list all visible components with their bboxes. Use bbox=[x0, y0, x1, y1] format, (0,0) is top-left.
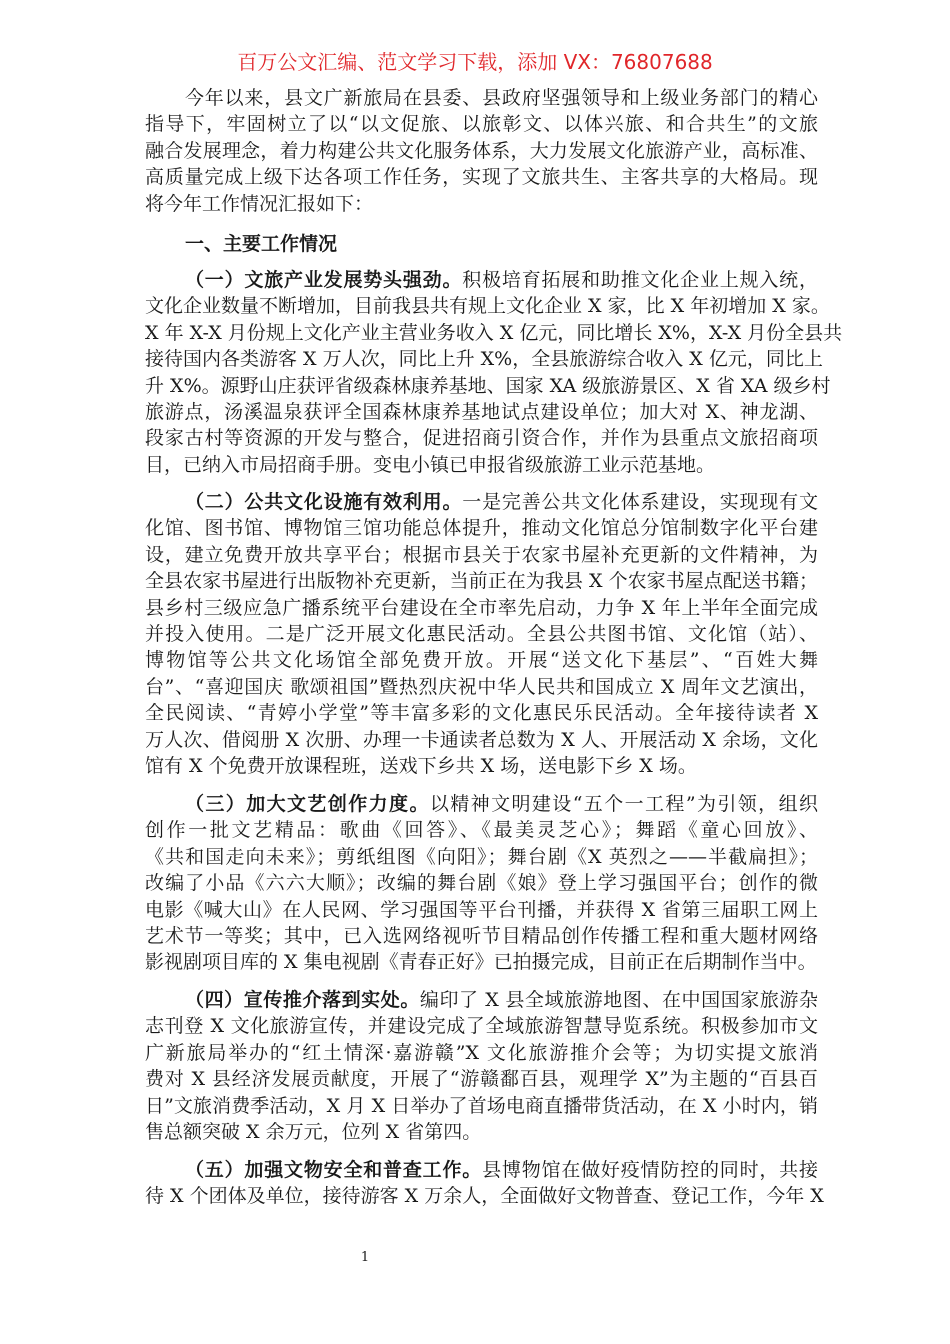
paragraph-text: 编印了 X 县全域旅游地图、在中国国家旅游杂 bbox=[419, 989, 818, 1011]
paragraph-text: 并投入使用。二是广泛开展文化惠民活动。全县公共图书馆、文化馆（站）、 bbox=[145, 623, 818, 645]
download-banner: 百万公文汇编、范文学习下载，添加 VX：76807688 bbox=[237, 50, 713, 74]
paragraph-line bbox=[145, 453, 818, 477]
paragraph-line bbox=[145, 569, 818, 593]
page-number: 1 bbox=[360, 1250, 370, 1265]
paragraph-line bbox=[145, 675, 818, 699]
paragraph-text: 万人次、借阅册 X 次册、办理一卡通读者总数为 X 人、开展活动 X 余场，文化 bbox=[145, 728, 818, 751]
paragraph-first-line bbox=[185, 1158, 818, 1182]
paragraph-text: 艺术节一等奖；其中，已入选网络视听节目精品创作传播工程和重大题材网络 bbox=[145, 925, 818, 947]
paragraph-lead: （五）加强文物安全和普查工作。 bbox=[185, 1159, 483, 1181]
paragraph-text: 全县农家书屋进行出版物补充更新，当前正在为我县 X 个农家书屋点配送书籍； bbox=[145, 570, 818, 593]
paragraph-first-line bbox=[185, 490, 818, 514]
paragraph-text: 今年以来，县文广新旅局在县委、县政府坚强领导和上级业务部门的精心 bbox=[185, 87, 818, 109]
paragraph-text: 高质量完成上级下达各项工作任务，实现了文旅共生、主客共享的大格局。现 bbox=[145, 166, 818, 189]
paragraph-first-line bbox=[185, 792, 818, 816]
paragraph-text: 志刊登 X 文化旅游宣传，并建设完成了全域旅游智慧导览系统。积极参加市文 bbox=[145, 1015, 818, 1038]
paragraph-line bbox=[145, 516, 818, 540]
paragraph-text: 电影《喊大山》在人民网、学习强国等平台刊播，并获得 X 省第三届职工网上 bbox=[145, 898, 818, 921]
paragraph-text: 全民阅读、“青婷小学堂”等丰富多彩的文化惠民乐民活动。全年接待读者 X bbox=[145, 702, 818, 725]
paragraph-text: 创作一批文艺精品：歌曲《回答》、《最美灵芝心》；舞蹈《童心回放》、 bbox=[145, 819, 818, 842]
paragraph-line bbox=[145, 1014, 818, 1038]
paragraph-first-line bbox=[185, 86, 818, 110]
paragraph-text: 以精神文明建设“五个一工程”为引领，组织 bbox=[429, 793, 818, 815]
paragraph-text: X 年 X-X 月份规上文化产业主营业务收入 X 亿元，同比增长 X%，X-X 月份全县共 bbox=[145, 321, 843, 344]
paragraph-first-line bbox=[185, 268, 818, 292]
paragraph-line bbox=[145, 543, 818, 567]
paragraph-line bbox=[145, 294, 830, 318]
paragraph-line bbox=[145, 165, 818, 189]
paragraph-text: 广新旅局举办的“红土情深·嘉游赣”X 文化旅游推介会等；为切实提文旅消 bbox=[145, 1041, 818, 1064]
paragraph-text: 文化企业数量不断增加，目前我县共有规上文化企业 X 家，比 X 年初增加 X 家。 bbox=[145, 295, 830, 318]
paragraph-lead: （三）加大文艺创作力度。 bbox=[185, 793, 430, 815]
paragraph-line bbox=[145, 321, 843, 345]
paragraph-text: 一是完善公共文化体系建设，实现现有文 bbox=[462, 491, 818, 513]
paragraph-text: 升 X%。源野山庄获评省级森林康养基地、国家 XA 级旅游景区、X 省 XA 级乡村 bbox=[145, 374, 831, 397]
paragraph-text: 接待国内各类游客 X 万人次，同比上升 X%，全县旅游综合收入 X 亿元，同比上 bbox=[145, 348, 823, 371]
paragraph-text: 费对 X 县经济发展贡献度，开展了“游赣鄱百县，观理学 X”为主题的“百县百 bbox=[145, 1068, 818, 1091]
paragraph-text: 指导下，牢固树立了以“以文促旅、以旅彰文、以体兴旅、和合共生”的文旅 bbox=[145, 113, 818, 136]
paragraph-text: 将今年工作情况汇报如下： bbox=[145, 192, 374, 215]
section-heading: 一、主要工作情况 bbox=[185, 233, 338, 255]
paragraph-line bbox=[145, 622, 818, 646]
paragraph-line bbox=[145, 648, 818, 672]
paragraph-line bbox=[145, 1094, 818, 1118]
paragraph-text: 旅游点，汤溪温泉获评全国森林康养基地试点建设单位；加大对 X、神龙湖、 bbox=[145, 401, 818, 423]
paragraph-text: 县博物馆在做好疫情防控的同时，共接 bbox=[482, 1159, 818, 1181]
paragraph-text: 目，已纳入市局招商手册。变电小镇已申报省级旅游工业示范基地。 bbox=[145, 453, 716, 476]
paragraph-line bbox=[145, 871, 818, 895]
paragraph-lead: （四）宣传推介落到实处。 bbox=[185, 989, 420, 1011]
paragraph-line bbox=[145, 728, 818, 752]
paragraph-text: 县乡村三级应急广播系统平台建设在全市率先启动，力争 X 年上半年全面完成 bbox=[145, 596, 818, 619]
paragraph-line bbox=[145, 1120, 818, 1144]
paragraph-text: 博物馆等公共文化场馆全部免费开放。开展“送文化下基层”、“百姓大舞 bbox=[145, 649, 818, 672]
paragraph-text: 馆有 X 个免费开放课程班，送戏下乡共 X 场，送电影下乡 X 场。 bbox=[145, 755, 697, 777]
paragraph-text: 《共和国走向未来》；剪纸组图《向阳》；舞台剧《X 英烈之——半截扁担》； bbox=[145, 845, 818, 868]
paragraph-text: 融合发展理念，着力构建公共文化服务体系，大力发展文化旅游产业，高标准、 bbox=[145, 139, 818, 162]
paragraph-text: 影视剧项目库的 X 集电视剧《青春正好》已拍摄完成，目前正在后期制作当中。 bbox=[145, 951, 817, 974]
paragraph-line bbox=[145, 701, 818, 725]
paragraph-text: 改编了小品《六六大顺》；改编的舞台剧《娘》登上学习强国平台；创作的微 bbox=[145, 872, 818, 895]
paragraph-line bbox=[145, 1067, 818, 1091]
paragraph-text: 设，建立免费开放共享平台；根据市县关于农家书屋补充更新的文件精神，为 bbox=[145, 543, 818, 566]
paragraph-line bbox=[145, 400, 818, 424]
paragraph-line bbox=[145, 898, 818, 922]
paragraph-line bbox=[145, 139, 818, 163]
paragraph-line bbox=[145, 426, 818, 450]
paragraph-lead: （一）文旅产业发展势头强劲。 bbox=[185, 269, 463, 291]
paragraph-text: 售总额突破 X 余万元，位列 X 省第四。 bbox=[145, 1121, 482, 1143]
paragraph-line bbox=[145, 596, 818, 620]
paragraph-text: 台”、“喜迎国庆 歌颂祖国”暨热烈庆祝中华人民共和国成立 X 周年文艺演出， bbox=[145, 675, 818, 698]
paragraph-line bbox=[145, 347, 823, 371]
paragraph-line bbox=[145, 112, 818, 136]
paragraph-first-line bbox=[185, 988, 818, 1012]
paragraph-line bbox=[145, 818, 818, 842]
paragraph-line bbox=[145, 950, 818, 974]
paragraph-line bbox=[145, 845, 818, 869]
paragraph-line bbox=[145, 924, 818, 948]
paragraph-text: 段家古村等资源的开发与整合，促进招商引资合作，并作为县重点文旅招商项 bbox=[145, 427, 818, 450]
paragraph-lead: （二）公共文化设施有效利用。 bbox=[185, 491, 463, 513]
paragraph-text: 待 X 个团体及单位，接待游客 X 万余人，全面做好文物普查、登记工作，今年 X bbox=[145, 1185, 824, 1208]
paragraph-text: 积极培育拓展和助推文化企业上规入统， bbox=[462, 269, 818, 291]
paragraph-line bbox=[145, 1184, 824, 1208]
paragraph-line bbox=[145, 754, 818, 778]
paragraph-text: 化馆、图书馆、博物馆三馆功能总体提升，推动文化馆总分馆制数字化平台建 bbox=[145, 517, 818, 540]
paragraph-line bbox=[145, 192, 818, 216]
paragraph-line bbox=[145, 1041, 818, 1065]
paragraph-text: 日”文旅消费季活动，X 月 X 日举办了首场电商直播带货活动，在 X 小时内，销 bbox=[145, 1094, 818, 1117]
paragraph-line bbox=[145, 374, 831, 398]
